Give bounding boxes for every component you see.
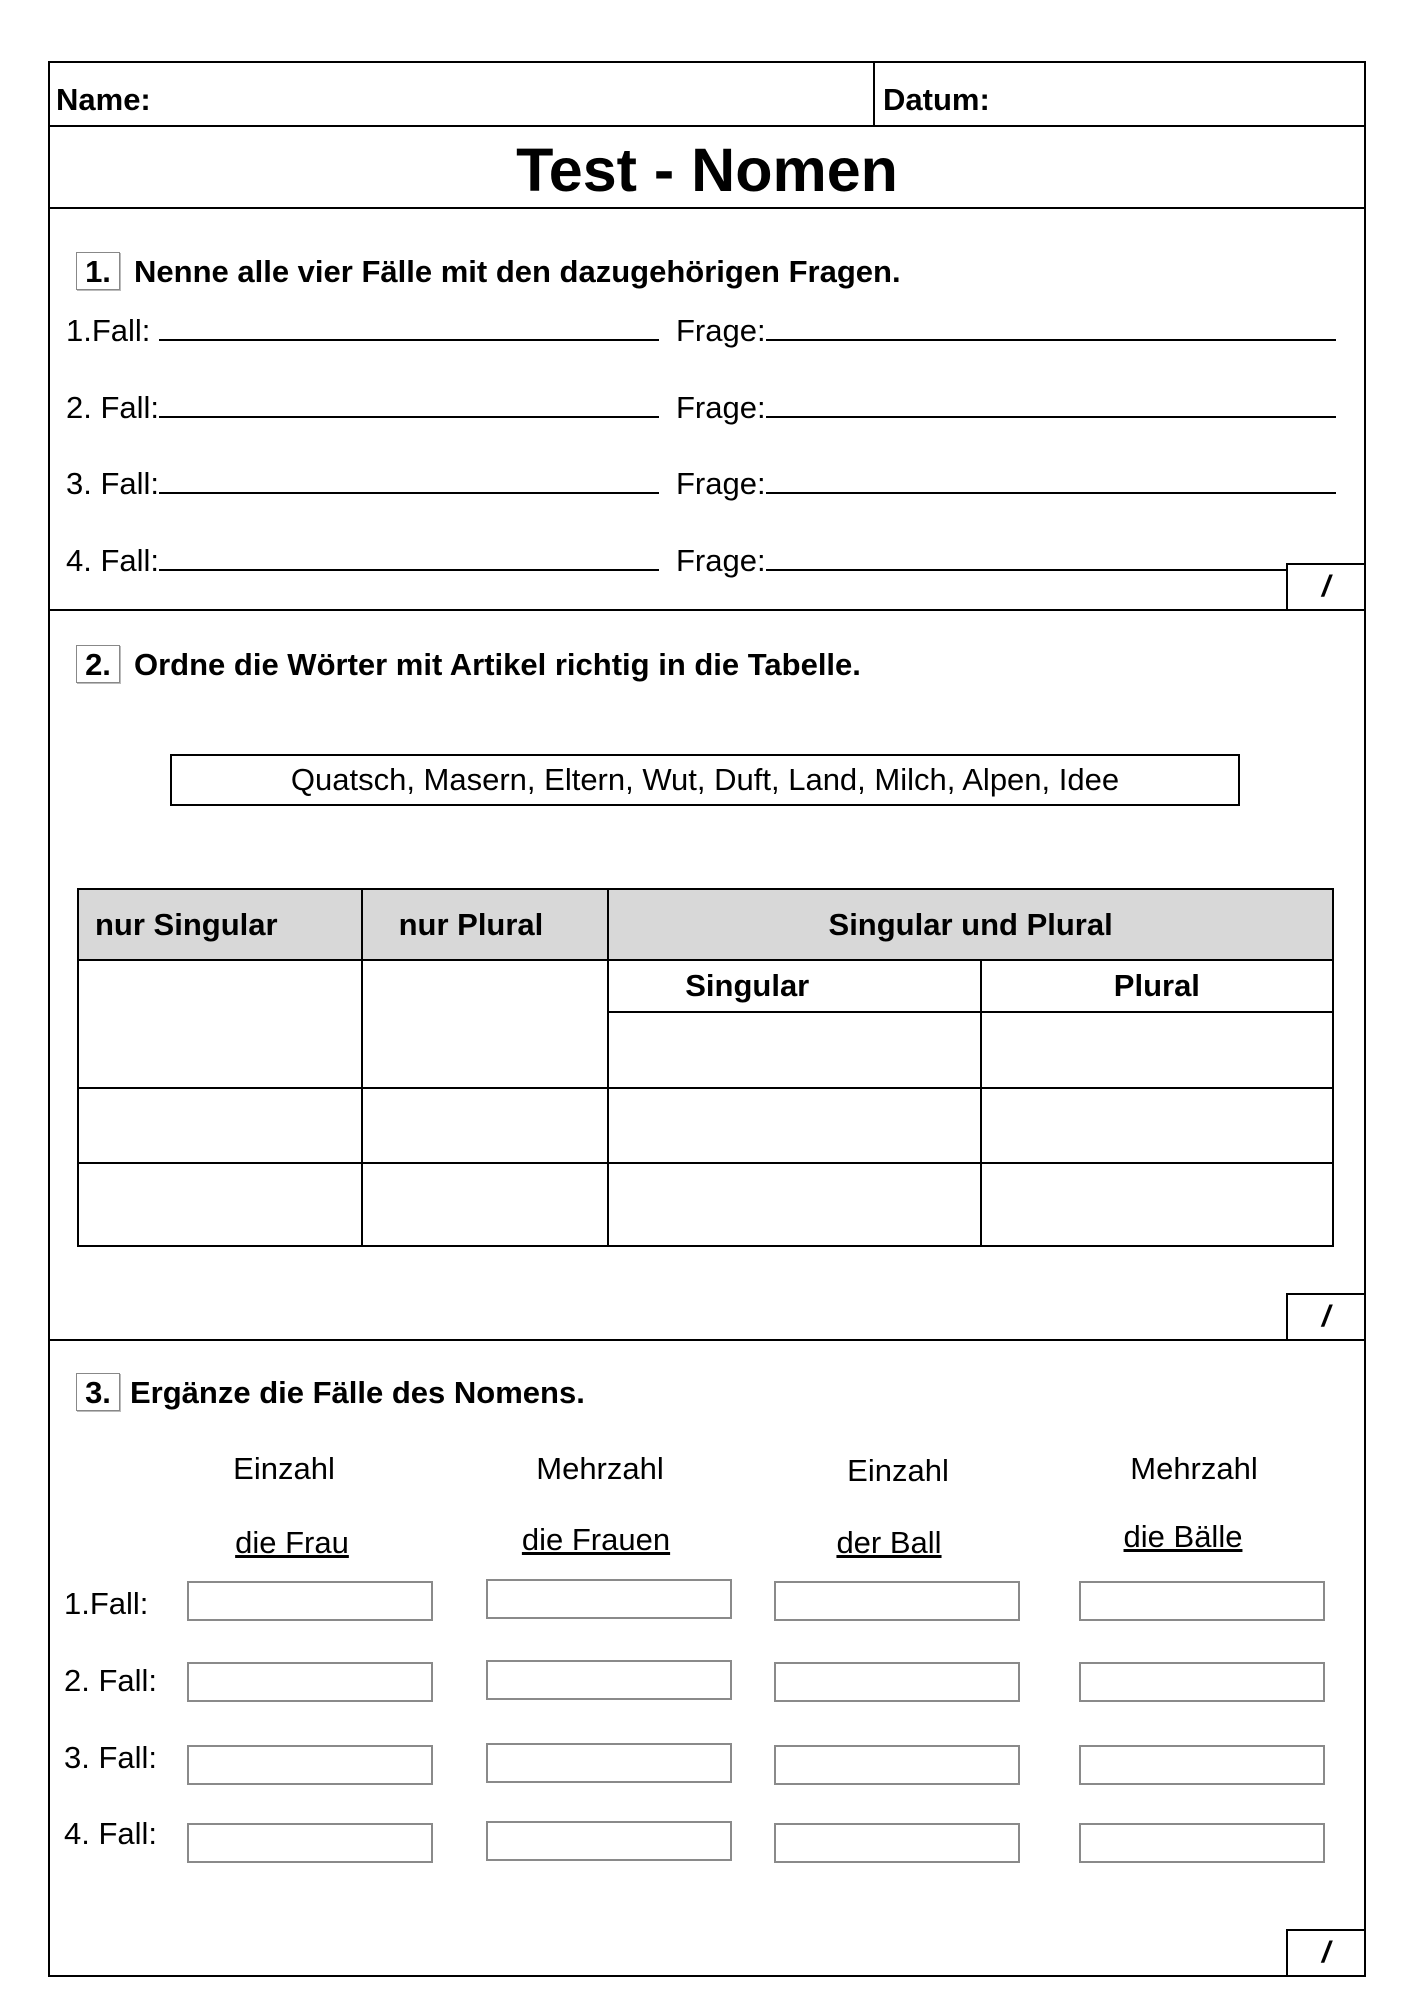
- table-cell[interactable]: [78, 960, 362, 1088]
- table-cell[interactable]: [608, 1088, 981, 1163]
- fall-label: 4. Fall:: [66, 543, 160, 578]
- table-cell[interactable]: [362, 1088, 609, 1163]
- case-row-label: 3. Fall:: [64, 1740, 158, 1775]
- answer-box[interactable]: [187, 1662, 433, 1702]
- answer-box[interactable]: [187, 1823, 433, 1863]
- name-label: Name:: [56, 82, 151, 117]
- answer-box[interactable]: [187, 1581, 433, 1621]
- table-cell[interactable]: [981, 1163, 1333, 1246]
- frage-label: Frage:: [676, 390, 766, 425]
- case-row-label: 4. Fall:: [64, 1816, 158, 1851]
- table-cell[interactable]: [608, 1163, 981, 1246]
- task1-row-2: [66, 390, 659, 426]
- answer-box[interactable]: [187, 1745, 433, 1785]
- table-cell[interactable]: [362, 960, 609, 1088]
- answer-box[interactable]: [1079, 1581, 1325, 1621]
- task1-instruction: Nenne alle vier Fälle mit den dazugehörigen Fragen.: [134, 254, 901, 289]
- answer-box[interactable]: [1079, 1823, 1325, 1863]
- answer-box[interactable]: [1079, 1662, 1325, 1702]
- subheader-singular: Singular: [608, 960, 981, 1012]
- table-cell[interactable]: [78, 1088, 362, 1163]
- column-noun: die Frau: [235, 1525, 349, 1560]
- task1-divider: [48, 609, 1366, 611]
- answer-box[interactable]: [774, 1662, 1020, 1702]
- column-noun: die Frauen: [521, 1522, 671, 1557]
- task1-number: 1.: [76, 252, 120, 290]
- case-row-label: 1.Fall:: [64, 1586, 149, 1621]
- frage-answer-line[interactable]: [766, 543, 1286, 571]
- answer-box[interactable]: [486, 1579, 732, 1619]
- task1-row-1: [66, 313, 659, 349]
- header-plural-only: nur Plural: [362, 889, 609, 960]
- header-divider: [48, 125, 1366, 127]
- task1-row-1-frage: [676, 313, 1336, 349]
- column-heading: Mehrzahl: [1130, 1451, 1258, 1486]
- task2-number: 2.: [76, 645, 120, 683]
- task1-row-4: [66, 543, 659, 579]
- fall-answer-line[interactable]: [159, 543, 659, 571]
- page-title: Test - Nomen: [516, 136, 898, 204]
- case-row-label: 2. Fall:: [64, 1663, 158, 1698]
- frage-answer-line[interactable]: [766, 313, 1336, 341]
- word-list-box: Quatsch, Masern, Eltern, Wut, Duft, Land, Milch, Alpen, Idee: [170, 754, 1240, 806]
- answer-box[interactable]: [486, 1821, 732, 1861]
- task2-heading: [76, 645, 861, 683]
- answer-box[interactable]: [774, 1745, 1020, 1785]
- table-cell[interactable]: [981, 1088, 1333, 1163]
- header-column-divider: [873, 61, 875, 127]
- task1-row-3-frage: [676, 466, 1336, 502]
- title-divider: [48, 207, 1366, 209]
- answer-box[interactable]: [774, 1581, 1020, 1621]
- task2-instruction: Ordne die Wörter mit Artikel richtig in die Tabelle.: [134, 647, 861, 682]
- task1-heading: [76, 252, 901, 290]
- task1-row-3: [66, 466, 659, 502]
- frage-answer-line[interactable]: [766, 466, 1336, 494]
- table-cell[interactable]: [78, 1163, 362, 1246]
- answer-box[interactable]: [486, 1743, 732, 1783]
- fall-label: 2. Fall:: [66, 390, 160, 425]
- fall-answer-line[interactable]: [159, 466, 659, 494]
- task2-divider: [48, 1339, 1366, 1341]
- task3-heading: [76, 1373, 585, 1411]
- column-heading: Einzahl: [847, 1453, 949, 1488]
- fall-answer-line[interactable]: [159, 390, 659, 418]
- task3-instruction: Ergänze die Fälle des Nomens.: [130, 1375, 585, 1410]
- column-heading: Mehrzahl: [536, 1451, 664, 1486]
- header-singular-and-plural: Singular und Plural: [608, 889, 1333, 960]
- fall-label: 1.Fall:: [66, 313, 160, 348]
- frage-label: Frage:: [676, 543, 766, 578]
- answer-box[interactable]: [774, 1823, 1020, 1863]
- task1-row-2-frage: [676, 390, 1336, 426]
- subheader-plural: Plural: [981, 960, 1333, 1012]
- date-label: Datum:: [883, 82, 990, 117]
- task1-score-box[interactable]: /: [1286, 563, 1366, 611]
- column-heading: Einzahl: [233, 1451, 335, 1486]
- answer-box[interactable]: [486, 1660, 732, 1700]
- task1-row-4-frage: [676, 543, 1286, 579]
- task3-score-box[interactable]: /: [1286, 1929, 1366, 1977]
- fall-label: 3. Fall:: [66, 466, 160, 501]
- fall-answer-line[interactable]: [159, 313, 659, 341]
- frage-answer-line[interactable]: [766, 390, 1336, 418]
- table-cell[interactable]: [608, 1012, 981, 1088]
- task2-score-box[interactable]: /: [1286, 1293, 1366, 1341]
- column-noun: die Bälle: [1123, 1519, 1243, 1554]
- header-singular-only: nur Singular: [78, 889, 362, 960]
- column-noun: der Ball: [836, 1525, 942, 1560]
- answer-box[interactable]: [1079, 1745, 1325, 1785]
- table-cell[interactable]: [362, 1163, 609, 1246]
- frage-label: Frage:: [676, 466, 766, 501]
- table-cell[interactable]: [981, 1012, 1333, 1088]
- task3-number: 3.: [76, 1373, 120, 1411]
- sorting-table: [77, 888, 1334, 1247]
- frage-label: Frage:: [676, 313, 766, 348]
